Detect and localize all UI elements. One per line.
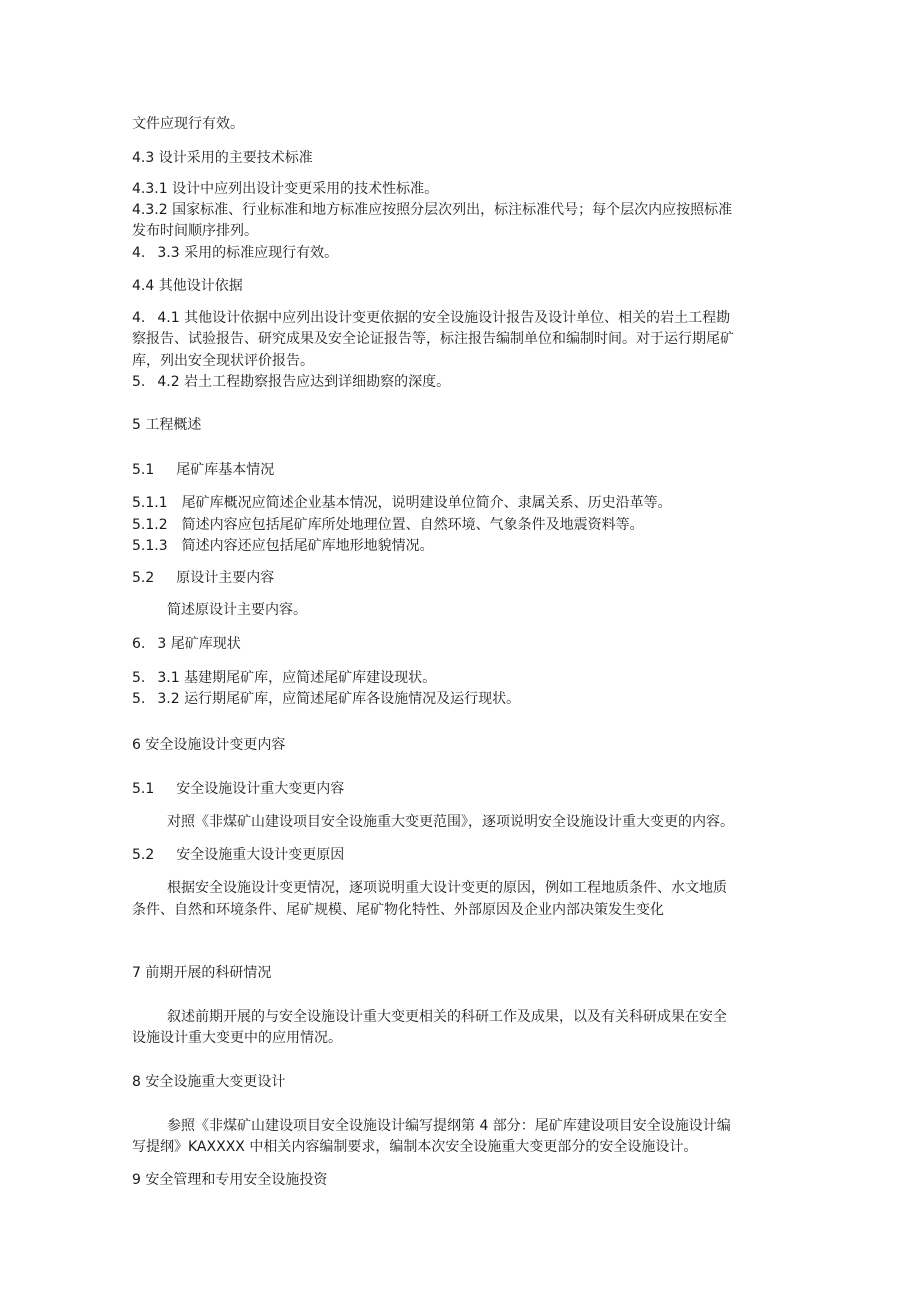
body-text-line: 参照《非煤矿山建设项目安全设施设计编写提纲第 4 部分：尾矿库建设项目安全设施设计编 (167, 1118, 731, 1134)
item-number: 5.1 (132, 781, 155, 797)
chapter-heading-6: 6 安全设施设计变更内容 (132, 737, 286, 753)
item-number: 5.2 (132, 570, 155, 586)
chapter-heading-7: 7 前期开展的科研情况 (132, 965, 272, 981)
numbered-item (132, 242, 338, 264)
item-text: 3.1 基建期尾矿库，应简述尾矿库建设现状。 (157, 670, 437, 686)
numbered-item (132, 514, 644, 536)
numbered-item (132, 535, 434, 557)
item-text: 4.1 其他设计依据中应列出设计变更依据的安全设施设计报告及设计单位、相关的岩土工程勘 (157, 310, 731, 326)
item-number: 5. (132, 374, 146, 390)
item-text: 简述内容还应包括尾矿库地形地貌情况。 (181, 538, 434, 554)
body-text-line: 4.3.1 设计中应列出设计变更采用的技术性标准。 (132, 181, 439, 197)
numbered-item (132, 667, 436, 689)
item-number: 5.1.2 (132, 517, 168, 533)
item-number: 5. (132, 691, 146, 707)
section-heading-4-4: 4.4 其他设计依据 (132, 278, 243, 294)
chapter-heading-8: 8 安全设施重大变更设计 (132, 1074, 286, 1090)
body-text-line: 写提纲》KAXXXX 中相关内容编制要求，编制本次安全设施重大变更部分的安全设施设计。 (132, 1139, 698, 1155)
item-number: 5.1.1 (132, 495, 168, 511)
body-text-line: 4.3.2 国家标准、行业标准和地方标准应按照分层次列出，标注标准代号；每个层次内应按照标准 (132, 202, 733, 218)
section-heading (132, 567, 274, 589)
item-text: 尾矿库基本情况 (176, 462, 275, 478)
body-text-line: 对照《非煤矿山建设项目安全设施重大变更范围》，逐项说明安全设施设计重大变更的内容。 (167, 814, 734, 830)
section-heading (132, 844, 344, 866)
item-number: 5. (132, 670, 146, 686)
item-text: 安全设施重大设计变更原因 (176, 847, 345, 863)
item-text: 3.3 采用的标准应现行有效。 (157, 245, 339, 261)
body-text-line: 文件应现行有效。 (132, 116, 244, 132)
item-number: 5.1.3 (132, 538, 168, 554)
item-text: 简述内容应包括尾矿库所处地理位置、自然环境、气象条件及地震资料等。 (181, 517, 644, 533)
body-text-line: 根据安全设施设计变更情况，逐项说明重大设计变更的原因，例如工程地质条件、水文地质 (167, 880, 727, 896)
numbered-item (132, 492, 672, 514)
section-heading-4-3: 4.3 设计采用的主要技术标准 (132, 150, 313, 166)
item-text: 4.2 岩土工程勘察报告应达到详细勘察的深度。 (157, 374, 451, 390)
item-number: 5.2 (132, 847, 155, 863)
body-text-line: 设施设计重大变更中的应用情况。 (132, 1030, 342, 1046)
numbered-item (132, 307, 730, 329)
body-text-line: 库，列出安全现状评价报告。 (132, 353, 314, 369)
numbered-item (132, 688, 520, 710)
body-text-line: 简述原设计主要内容。 (167, 602, 307, 618)
numbered-item (132, 371, 450, 393)
section-heading (132, 459, 274, 481)
section-heading (132, 633, 241, 655)
item-text: 安全设施设计重大变更内容 (176, 781, 345, 797)
section-heading (132, 778, 344, 800)
chapter-heading-9: 9 安全管理和专用安全设施投资 (132, 1172, 328, 1188)
item-text: 3.2 运行期尾矿库，应简述尾矿库各设施情况及运行现状。 (157, 691, 521, 707)
body-text-line: 叙述前期开展的与安全设施设计重大变更相关的科研工作及成果，以及有关科研成果在安全 (167, 1009, 727, 1025)
body-text-line: 条件、自然和环境条件、尾矿规模、尾矿物化特性、外部原因及企业内部决策发生变化 (132, 902, 664, 918)
chapter-heading-5: 5 工程概述 (132, 417, 202, 433)
body-text-line: 察报告、试验报告、研究成果及安全论证报告等，标注报告编制单位和编制时间。对于运行期尾矿 (132, 331, 734, 347)
body-text-line: 发布时间顺序排列。 (132, 223, 258, 239)
item-text: 尾矿库概况应简述企业基本情况，说明建设单位简介、隶属关系、历史沿革等。 (181, 495, 672, 511)
item-text: 3 尾矿库现状 (157, 636, 241, 652)
item-number: 6. (132, 636, 146, 652)
item-number: 4. (132, 310, 146, 326)
item-number: 4. (132, 245, 146, 261)
item-text: 原设计主要内容 (176, 570, 275, 586)
item-number: 5.1 (132, 462, 155, 478)
